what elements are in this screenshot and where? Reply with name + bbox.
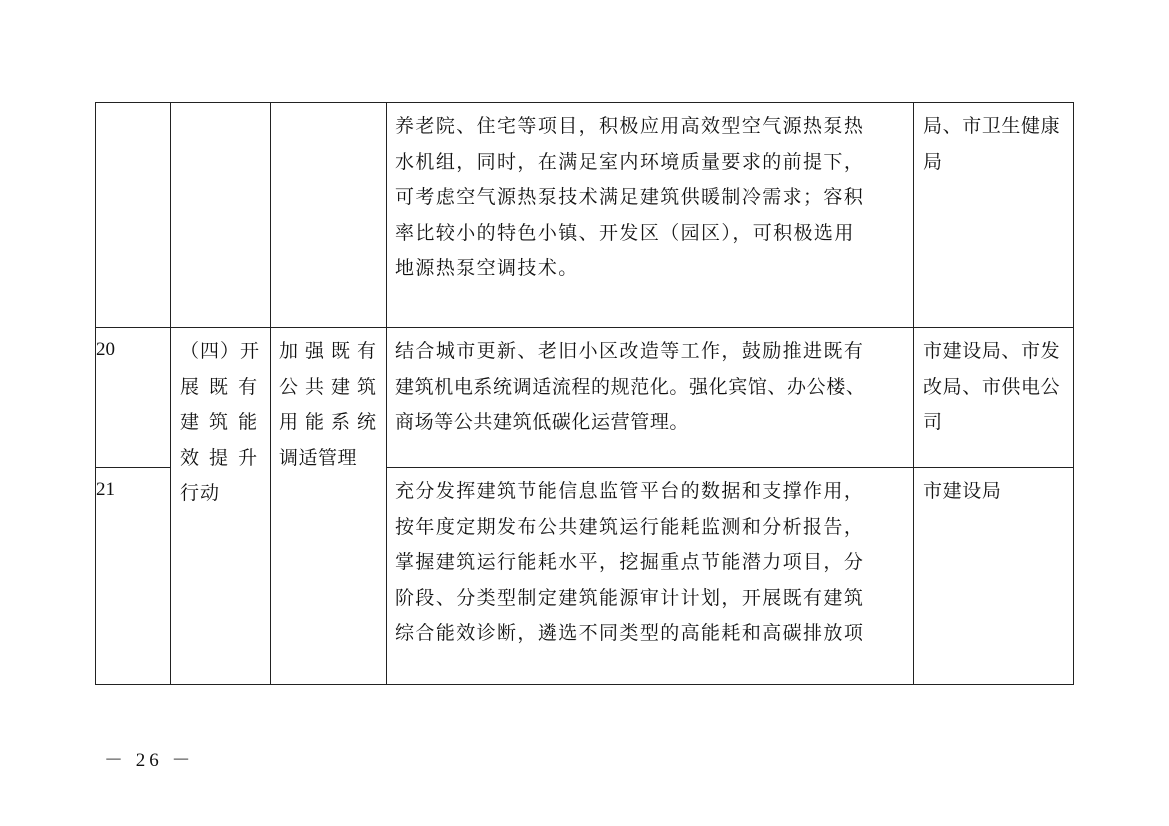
- content-cell: [387, 328, 914, 468]
- action-cell-empty: [171, 103, 271, 328]
- table-row-20: [96, 328, 1074, 468]
- action-line: 行动: [180, 482, 221, 504]
- table-row-continuation: [96, 103, 1074, 328]
- dept-cell: [914, 468, 1074, 685]
- dept-line: 局、市卫生健康: [923, 115, 1061, 137]
- task-line: 加强既有: [279, 340, 384, 362]
- content-line: 阶段、分类型制定建筑能源审计计划，开展既有建筑: [395, 586, 865, 609]
- content-cell: [387, 103, 914, 328]
- content-line: 按年度定期发布公共建筑运行能耗监测和分析报告，: [395, 515, 865, 538]
- task-line: 用能系统: [279, 411, 384, 433]
- row-number-cell: [96, 328, 171, 468]
- dept-cell: [914, 328, 1074, 468]
- dept-line: 改局、市供电公: [923, 375, 1061, 398]
- action-cell: [171, 328, 271, 685]
- content-line: 综合能效诊断，遴选不同类型的高能耗和高碳排放项: [395, 622, 865, 644]
- content-line: 充分发挥建筑节能信息监管平台的数据和支撑作用，: [395, 480, 865, 502]
- content-line: 结合城市更新、老旧小区改造等工作，鼓励推进既有: [395, 340, 865, 362]
- action-line: 展 既 有: [180, 375, 260, 398]
- action-line: 效 提 升: [180, 446, 260, 469]
- row-number: 21: [96, 479, 115, 500]
- content-line: 水机组，同时，在满足室内环境质量要求的前提下，: [395, 150, 865, 173]
- dept-line: 局: [923, 150, 943, 173]
- dept-line: 市建设局: [923, 480, 1002, 502]
- content-line: 地源热泵空调技术。: [395, 257, 579, 279]
- page-number: － 26 －: [104, 750, 195, 771]
- action-line: （四）开: [180, 340, 261, 362]
- task-cell: [271, 328, 387, 685]
- task-line: 调适管理: [279, 446, 358, 469]
- content-line: 商场等公共建筑低碳化运营管理。: [395, 411, 690, 433]
- task-line: 公共建筑: [279, 375, 384, 398]
- action-line: 建 筑 能: [180, 411, 260, 433]
- content-line: 养老院、住宅等项目，积极应用高效型空气源热泵热: [395, 115, 865, 137]
- task-table: [95, 102, 1074, 685]
- dept-line: 市建设局、市发: [923, 340, 1061, 362]
- content-line: 率比较小的特色小镇、开发区（园区），可积极选用: [395, 221, 855, 244]
- dept-line: 司: [923, 411, 943, 433]
- task-cell-empty: [271, 103, 387, 328]
- row-number-cell: [96, 468, 171, 685]
- content-line: 建筑机电系统调适流程的规范化。强化宾馆、办公楼、: [395, 375, 866, 398]
- content-line: 掌握建筑运行能耗水平，挖掘重点节能潜力项目，分: [395, 551, 865, 573]
- dept-cell: [914, 103, 1074, 328]
- content-cell: [387, 468, 914, 685]
- content-line: 可考虑空气源热泵技术满足建筑供暖制冷需求；容积: [395, 186, 865, 208]
- num-cell-empty: [96, 103, 171, 328]
- row-number: 20: [96, 339, 115, 360]
